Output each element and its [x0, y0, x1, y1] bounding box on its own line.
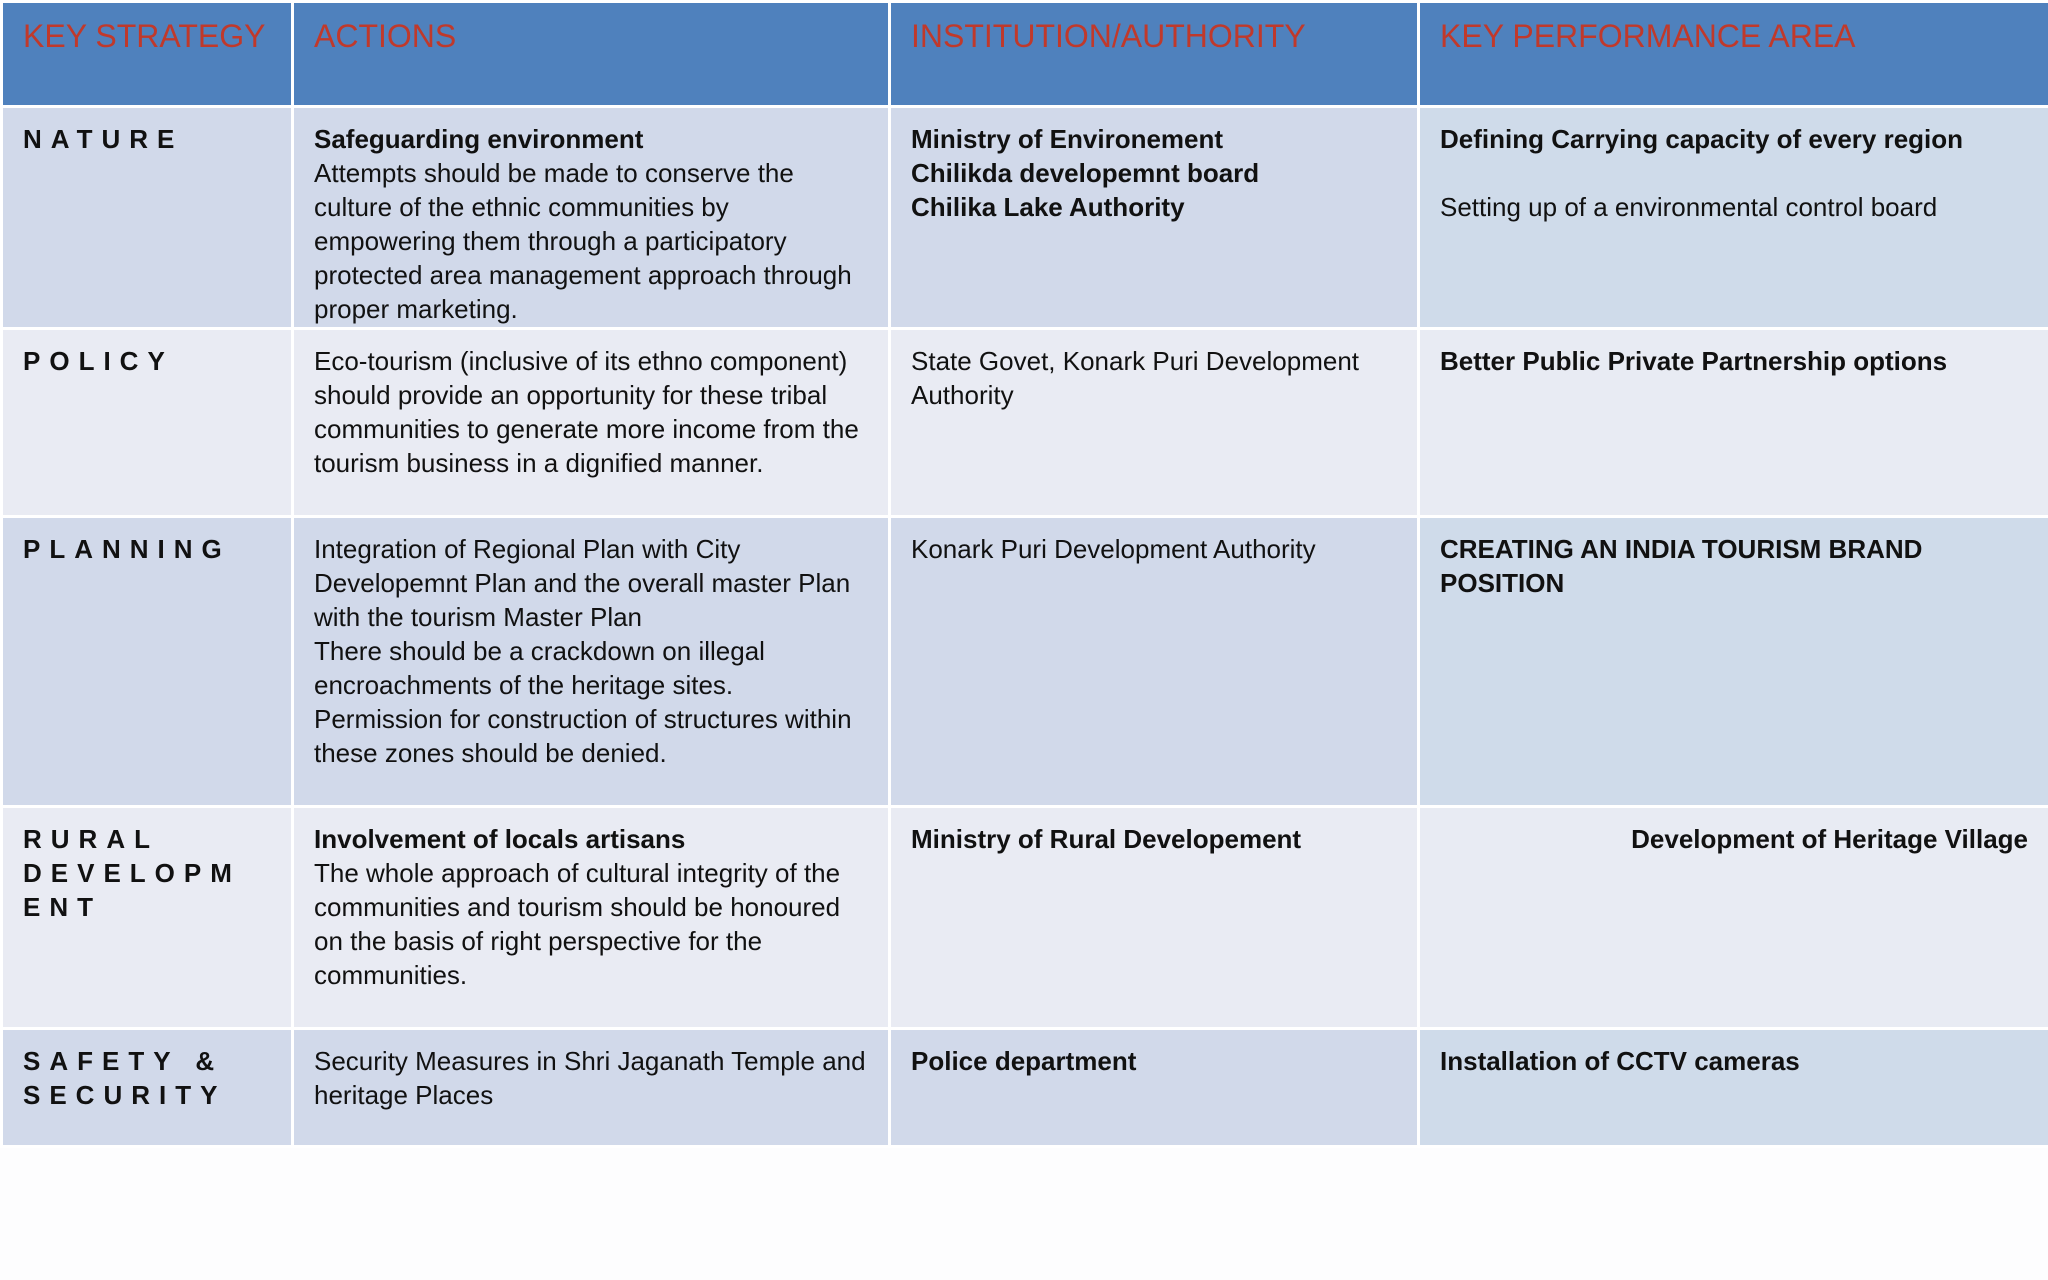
strategy-label: PLANNING	[23, 534, 231, 564]
strategy-cell	[2, 807, 293, 1029]
actions-text: Security Measures in Shri Jaganath Temple and heritage Places	[314, 1046, 866, 1110]
header-kpa: KEY PERFORMANCE AREA	[1419, 2, 2048, 107]
institution-cell	[890, 807, 1419, 1029]
actions-text: Integration of Regional Plan with City Developemnt Plan and the overall master Plan with the tourism Master Plan	[314, 534, 851, 632]
kpa-line: Setting up of a environmental control board	[1440, 192, 1938, 222]
kpa-cell	[1419, 807, 2048, 1029]
actions-text: Eco-tourism (inclusive of its ethno component) should provide an opportunity for these tribal communities to generate more income from the tourism business in a dignified manner.	[314, 346, 859, 478]
strategy-cell	[2, 517, 293, 807]
kpa-line: Defining Carrying capacity of every region	[1440, 124, 1964, 154]
institution-line: Konark Puri Development Authority	[911, 534, 1316, 564]
institution-line: Ministry of Rural Developement	[911, 824, 1302, 854]
actions-text: The whole approach of cultural integrity of the communities and tourism should be honoured on the basis of right perspective for the communities.	[314, 858, 841, 990]
institution-line: State Govet, Konark Puri Development Authority	[911, 346, 1360, 410]
institution-cell	[890, 107, 1419, 329]
kpa-cell	[1419, 329, 2048, 517]
actions-title: Involvement of locals artisans	[314, 824, 686, 854]
strategy-label: RURAL	[23, 824, 159, 854]
strategy-label: POLICY	[23, 346, 174, 376]
kpa-cell	[1419, 107, 2048, 329]
strategy-label: NATURE	[23, 124, 184, 154]
institution-line: Chilikda developemnt board	[911, 158, 1260, 188]
actions-cell	[293, 807, 890, 1029]
actions-cell	[293, 329, 890, 517]
table-row	[2, 1029, 2048, 1147]
institution-cell	[890, 517, 1419, 807]
table-row	[2, 807, 2048, 1029]
kpa-line: CREATING AN INDIA TOURISM BRAND POSITION	[1440, 534, 1923, 598]
strategy-cell	[2, 329, 293, 517]
strategy-label: DEVELOPM	[23, 858, 241, 888]
kpa-cell	[1419, 1029, 2048, 1147]
actions-text: Attempts should be made to conserve the culture of the ethnic communities by empowering them through a participatory protected area management approach through proper marketing.	[314, 158, 852, 324]
actions-cell	[293, 1029, 890, 1147]
institution-cell	[890, 1029, 1419, 1147]
header-key-strategy: KEY STRATEGY	[2, 2, 293, 107]
institution-line: Police department	[911, 1046, 1137, 1076]
header-actions: ACTIONS	[293, 2, 890, 107]
kpa-line: Better Public Private Partnership options	[1440, 346, 1948, 376]
table-row	[2, 517, 2048, 807]
strategy-label: SECURITY	[23, 1080, 227, 1110]
strategy-cell	[2, 107, 293, 329]
header-row	[2, 2, 2048, 107]
strategy-cell	[2, 1029, 293, 1147]
actions-cell	[293, 107, 890, 329]
institution-line: Chilika Lake Authority	[911, 192, 1185, 222]
institution-cell	[890, 329, 1419, 517]
kpa-line: Installation of CCTV cameras	[1440, 1046, 1800, 1076]
actions-cell	[293, 517, 890, 807]
table-row	[2, 107, 2048, 329]
actions-text: There should be a crackdown on illegal encroachments of the heritage sites. Permission for construction of structures within these zones should be denied.	[314, 636, 852, 768]
kpa-line: Development of Heritage Village	[1631, 824, 2028, 854]
header-institution: INSTITUTION/AUTHORITY	[890, 2, 1419, 107]
kpa-cell	[1419, 517, 2048, 807]
institution-line: Ministry of Environement	[911, 124, 1224, 154]
table-row	[2, 329, 2048, 517]
strategy-label: ENT	[23, 892, 102, 922]
strategy-label: SAFETY &	[23, 1046, 224, 1076]
actions-title: Safeguarding environment	[314, 124, 644, 154]
